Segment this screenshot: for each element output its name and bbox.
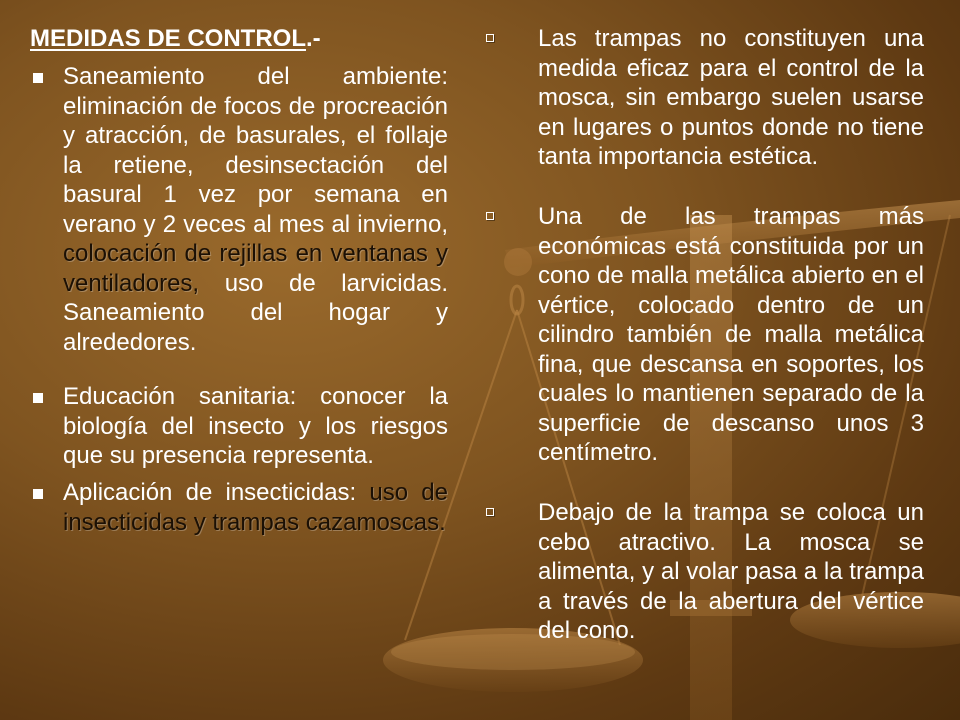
bullet-text: Debajo de la trampa se coloca un cebo atractivo. La mosca se alimenta, y al volar pasa a la trampa a través de la abertura del vértice del cono. bbox=[538, 499, 924, 644]
title-suffix: .- bbox=[306, 25, 321, 52]
slide-title bbox=[30, 24, 321, 54]
hollow-square-bullet-icon bbox=[486, 34, 494, 42]
bullet-emphasis: colocación de rejillas en ventanas y ventiladores, bbox=[63, 240, 448, 297]
bullet-emphasis: uso de insecticidas y trampas cazamoscas. bbox=[63, 479, 448, 536]
right-bullet-bait bbox=[538, 498, 924, 646]
bullet-text: Las trampas no constituyen una medida eficaz para el control de la mosca, sin embargo suelen usarse en lugares o puntos donde no tiene tanta importancia estética. bbox=[538, 25, 924, 170]
left-bullet-education bbox=[63, 382, 448, 471]
filled-square-bullet-icon bbox=[33, 73, 43, 83]
bullet-text: Educación sanitaria: conocer la biología del insecto y los riesgos que su presencia representa. bbox=[63, 383, 448, 469]
hollow-square-bullet-icon bbox=[486, 212, 494, 220]
filled-square-bullet-icon bbox=[33, 393, 43, 403]
bullet-text: Una de las trampas más económicas está constituida por un cono de malla metálica abierto en el vértice, colocado dentro de un cilindro también de malla metálica fina, que descansa en soportes, los cuales lo mantienen separado de la superficie de descanso unos 3 centímetro. bbox=[538, 203, 924, 466]
right-bullet-traps bbox=[538, 24, 924, 172]
left-bullet-sanitation bbox=[63, 62, 448, 357]
left-bullet-insecticides bbox=[63, 478, 448, 537]
bullet-text: uso de larvicidas. Saneamiento del hogar y alrededores. bbox=[63, 269, 448, 356]
hollow-square-bullet-icon bbox=[486, 508, 494, 516]
bullet-text: Aplicación de insecticidas: bbox=[63, 479, 370, 506]
filled-square-bullet-icon bbox=[33, 489, 43, 499]
right-bullet-cone-trap bbox=[538, 202, 924, 468]
bullet-text: Saneamiento del ambiente: eliminación de focos de procreación y atracción, de basurales, el follaje la retiene, desinsectación del basural 1 vez por semana en verano y 2 veces al mes al invierno, bbox=[63, 63, 448, 238]
title-main: MEDIDAS DE CONTROL bbox=[30, 25, 306, 52]
